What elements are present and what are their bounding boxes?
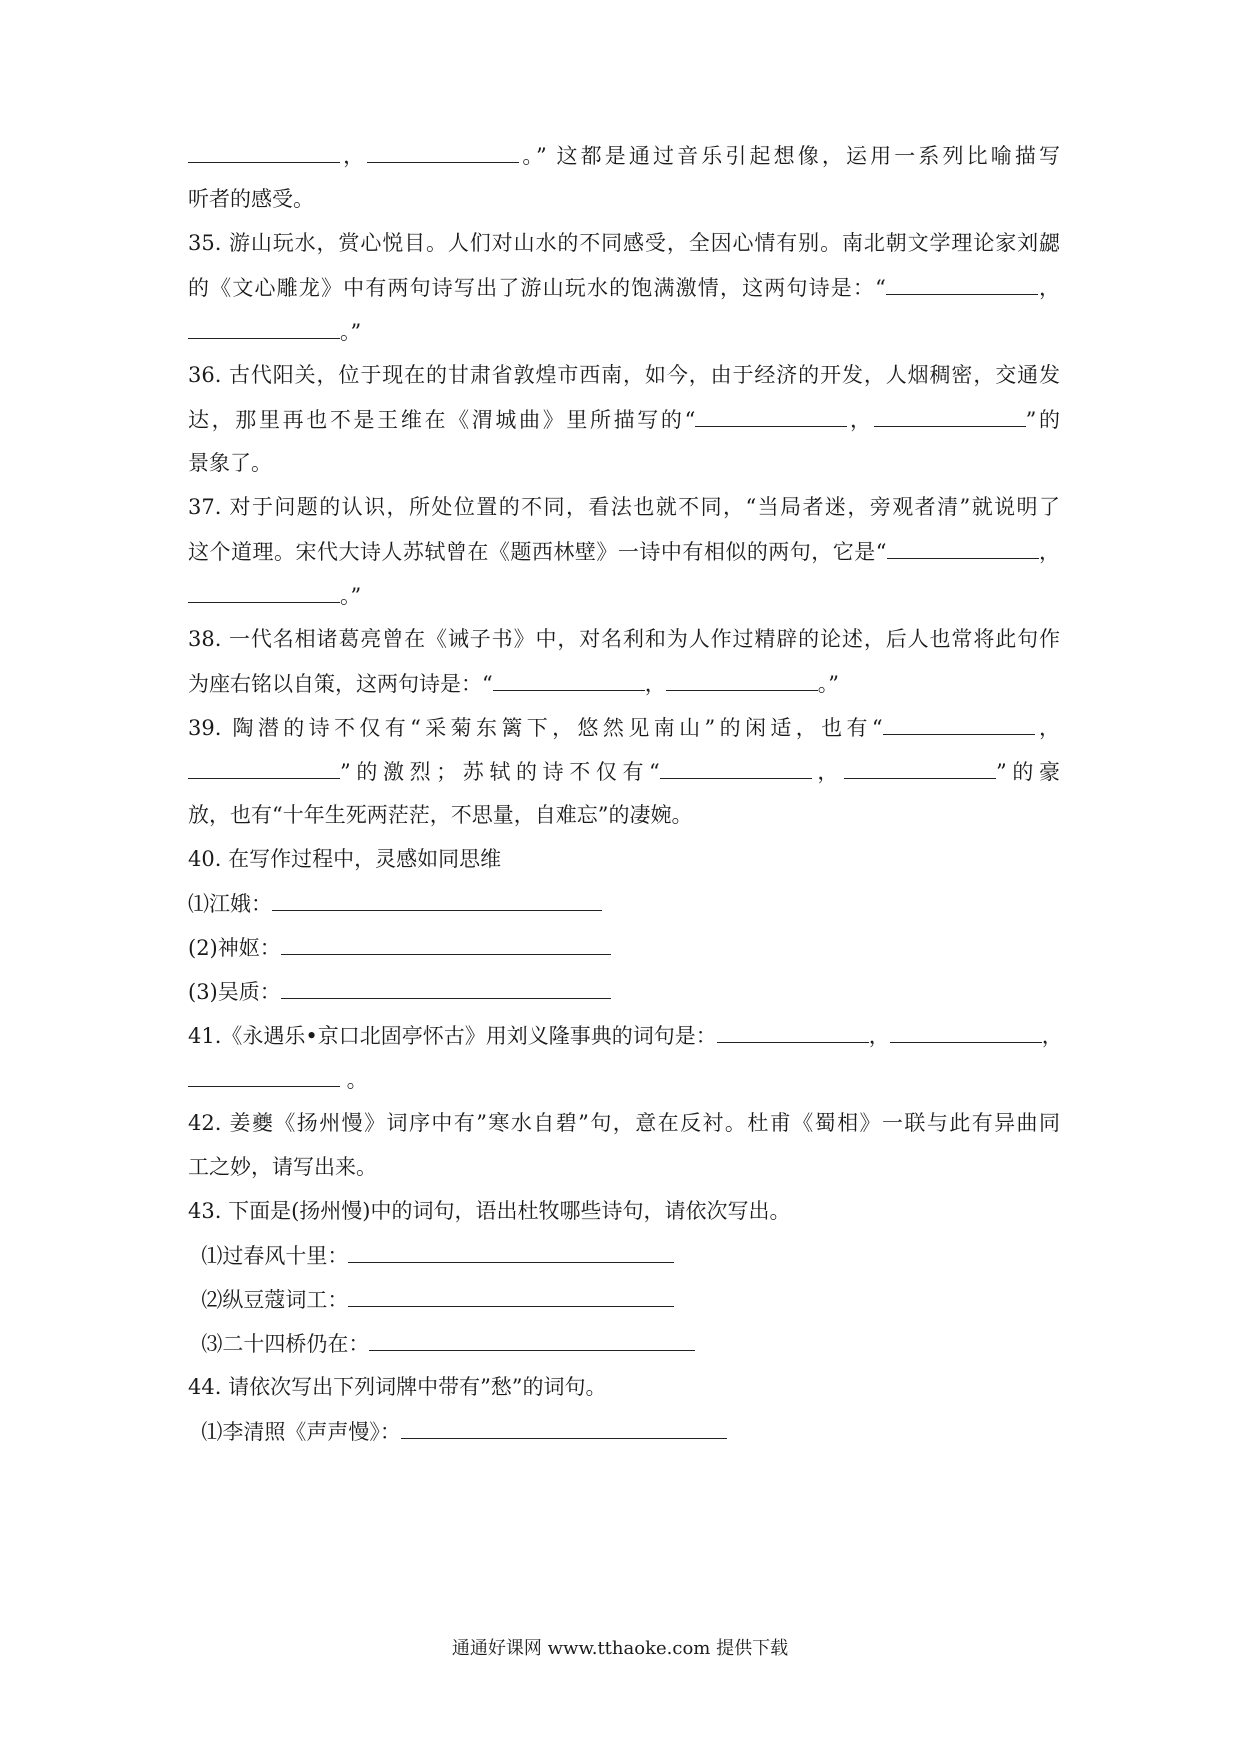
answer-blank[interactable] [348, 1284, 674, 1307]
question-37-line-2 [188, 536, 1060, 567]
answer-blank[interactable] [717, 1020, 869, 1043]
text: 达，那里再也不是王维在《渭城曲》里所描写的“ [188, 408, 696, 432]
text: ⑴李清照《声声慢》： [188, 1420, 401, 1444]
question-36-line-1: 36. 古代阳关，位于现在的甘肃省敦煌市西南，如今，由于经济的开发，人烟稠密，交通发 [188, 363, 1060, 387]
text: ， [1037, 276, 1061, 300]
answer-blank[interactable] [188, 140, 340, 163]
answer-blank[interactable] [369, 1328, 695, 1351]
text: 。” [340, 320, 362, 344]
text: ， [1038, 540, 1061, 564]
text: 41.《永遇乐•京口北固亭怀古》用刘义隆事典的词句是： [188, 1024, 717, 1048]
answer-blank[interactable] [874, 404, 1026, 427]
text: 。” 这都是通过音乐引起想像，运用一系列比喻描写 [519, 144, 1060, 168]
text: 的《文心雕龙》中有两句诗写出了游山玩水的饱满激情，这两句诗是：“ [188, 276, 886, 300]
text: ⑴过春风十里： [188, 1244, 349, 1268]
text: ， [868, 1024, 890, 1048]
question-35-line-3 [188, 316, 1060, 347]
text: ， [847, 408, 874, 432]
answer-blank[interactable] [887, 536, 1039, 559]
answer-blank[interactable] [348, 1240, 674, 1263]
question-35-line-2 [188, 272, 1060, 303]
text: ， [811, 760, 845, 784]
answer-blank[interactable] [281, 976, 611, 999]
question-40-item-2 [188, 932, 1060, 963]
text: (3)吴质： [188, 980, 281, 1004]
answer-blank[interactable] [883, 712, 1035, 735]
text: ， [644, 672, 666, 696]
question-41-line-1 [188, 1020, 1063, 1051]
text: ， [1034, 716, 1061, 740]
line-34-end-1 [188, 140, 1060, 171]
question-43-item-2 [188, 1284, 1060, 1315]
question-35-line-1: 35. 游山玩水，赏心悦目。人们对山水的不同感受，全因心情有别。南北朝文学理论家刘勰 [188, 231, 1060, 255]
question-37-line-3 [188, 580, 1060, 611]
text: ”的豪 [996, 760, 1060, 784]
question-36-line-2 [188, 404, 1060, 435]
answer-blank[interactable] [188, 1064, 340, 1087]
text: 。” [817, 672, 839, 696]
answer-blank[interactable] [886, 272, 1038, 295]
answer-blank[interactable] [844, 756, 996, 779]
text: ”的 [1025, 408, 1060, 432]
question-38-line-2 [188, 668, 1060, 699]
question-41-line-2 [188, 1064, 1060, 1095]
question-42-line-2: 工之妙，请写出来。 [188, 1155, 377, 1179]
answer-blank[interactable] [281, 932, 611, 955]
text: ”的激烈；苏轼的诗不仅有“ [340, 760, 660, 784]
answer-blank[interactable] [188, 316, 340, 339]
text: 。” [340, 584, 362, 608]
answer-blank[interactable] [272, 888, 602, 911]
text: 为座右铭以自策，这两句诗是：“ [188, 672, 493, 696]
text: 。 [340, 1068, 368, 1092]
question-40-title: 40. 在写作过程中，灵感如同思维 [188, 847, 502, 871]
question-38-line-1: 38. 一代名相诸葛亮曾在《诫子书》中，对名利和为人作过精辟的论述，后人也常将此句作 [188, 627, 1060, 651]
answer-blank[interactable] [890, 1020, 1042, 1043]
question-42-line-1: 42. 姜夔《扬州慢》词序中有”寒水自碧”句，意在反衬。杜甫《蜀相》一联与此有异曲同 [188, 1111, 1060, 1135]
answer-blank[interactable] [401, 1416, 727, 1439]
question-40-item-1 [188, 888, 1060, 919]
question-44-title: 44. 请依次写出下列词牌中带有”愁”的词句。 [188, 1375, 607, 1399]
question-40-item-3 [188, 976, 1060, 1007]
question-43-item-1 [188, 1240, 1060, 1271]
answer-blank[interactable] [695, 404, 847, 427]
answer-blank[interactable] [493, 668, 645, 691]
page-footer: 通通好课网 www.tthaoke.com 提供下载 [451, 1638, 789, 1659]
answer-blank[interactable] [660, 756, 812, 779]
text: ， [1041, 1024, 1063, 1048]
answer-blank[interactable] [188, 756, 340, 779]
text: ⑵纵豆蔻词工： [188, 1288, 349, 1312]
question-37-line-1: 37. 对于问题的认识，所处位置的不同，看法也就不同，“当局者迷，旁观者清”就说明了 [188, 495, 1060, 519]
question-44-item-1 [188, 1416, 1060, 1447]
text: 这个道理。宋代大诗人苏轼曾在《题西林壁》一诗中有相似的两句，它是“ [188, 540, 887, 564]
line-34-end-2: 听者的感受。 [188, 187, 314, 211]
question-39-line-2 [188, 756, 1060, 787]
answer-blank[interactable] [367, 140, 519, 163]
text: 39. 陶潜的诗不仅有“采菊东篱下，悠然见南山”的闲适，也有“ [188, 716, 883, 740]
question-39-line-3: 放，也有“十年生死两茫茫，不思量，自难忘”的凄婉。 [188, 803, 693, 827]
question-39-line-1 [188, 712, 1060, 743]
text: ⑶二十四桥仍在： [188, 1332, 370, 1356]
question-43-title: 43. 下面是(扬州慢)中的词句，语出杜牧哪些诗句，请依次写出。 [188, 1199, 791, 1223]
text: ⑴江娥： [188, 892, 272, 916]
question-43-item-3 [188, 1328, 1060, 1359]
text: (2)神妪： [188, 936, 281, 960]
text: ， [340, 144, 368, 168]
answer-blank[interactable] [188, 580, 340, 603]
answer-blank[interactable] [666, 668, 818, 691]
question-36-line-3: 景象了。 [188, 451, 272, 475]
